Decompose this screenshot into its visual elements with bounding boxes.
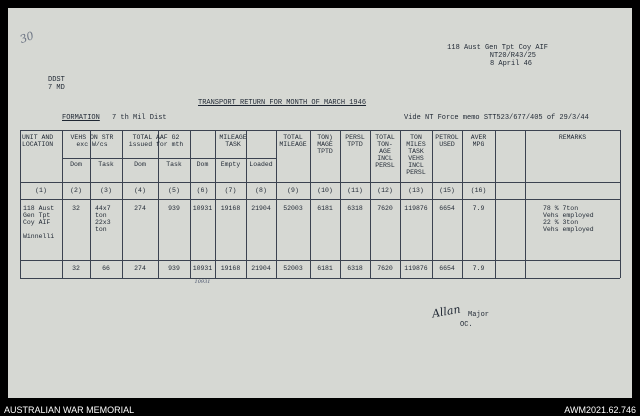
table-totals-rule (20, 260, 620, 261)
signatory-rank: Major (468, 311, 490, 319)
column-number: (8) (255, 187, 267, 194)
archive-credit: AUSTRALIAN WAR MEMORIAL (4, 405, 135, 415)
vehs-subheader-rule (62, 158, 122, 159)
header-aaf-task: Task (166, 161, 182, 168)
column-number: (10) (317, 187, 333, 194)
header-mileage-loaded: Loaded (249, 161, 273, 168)
document-title: TRANSPORT RETURN FOR MONTH OF MARCH 1946 (198, 99, 367, 107)
header-vehs-dom: Dom (70, 161, 82, 168)
header-aaf-total: TOTAL AAF G2 (132, 134, 180, 141)
table-column-rule (20, 130, 21, 278)
column-number: (15) (439, 187, 455, 194)
reference-note: Vide NT Force memo STT523/677/405 of 29/3/44 (404, 114, 589, 122)
row-vehs-task: ton (95, 212, 107, 219)
row-mileage-empty: 19168 (220, 205, 241, 212)
row-vehs-task: ton (95, 226, 107, 233)
row-vehs-dom: 32 (72, 205, 80, 212)
total-persl-tptd: 6318 (347, 265, 363, 272)
table-bottom-rule (20, 278, 620, 279)
unit-location-cell: Winnelli (23, 233, 55, 240)
row-aaf-task: 939 (168, 205, 180, 212)
header-ton-miles: PERSL (406, 169, 426, 176)
transport-return-table (8, 8, 632, 398)
address-line-1: DDST (48, 76, 65, 84)
unit-header-line-3: 8 April 46 (489, 60, 532, 68)
total-ton-miles: 119876 (404, 265, 428, 272)
table-column-rule (62, 130, 63, 278)
row-total-tonnage: 7620 (377, 205, 393, 212)
row-petrol-used: 6654 (439, 205, 455, 212)
signatory-title: OC. (460, 321, 473, 329)
table-column-rule (190, 130, 191, 278)
header-vehs-exc: exc W/cs (76, 141, 108, 148)
table-column-rule (495, 130, 496, 278)
row-vehs-task: 22x3 (95, 219, 111, 226)
aaf-subheader-rule (122, 158, 190, 159)
total-vehs-dom: 32 (72, 265, 80, 272)
column-number: (1) (35, 187, 47, 194)
header-petrol-used: PETROL (435, 134, 459, 141)
column-number: (2) (70, 187, 82, 194)
row-remarks: Vehs employed (543, 226, 594, 233)
table-column-rule (122, 130, 123, 278)
document-page (8, 8, 632, 398)
table-column-rule (90, 130, 91, 278)
header-persl-tptd: TPTD (347, 141, 363, 148)
header-mileage-empty: Empty (220, 161, 241, 168)
header-unit: UNIT AND (22, 134, 54, 141)
total-total-tonnage: 7620 (377, 265, 393, 272)
total-mileage-empty: 19168 (220, 265, 241, 272)
header-ton-mileage: MAGE (317, 141, 333, 148)
formation-label: FORMATION (62, 114, 100, 122)
table-column-rule (620, 130, 621, 278)
table-column-rule (246, 130, 247, 278)
header-total-tonnage: PERSL (375, 162, 395, 169)
column-number: (12) (377, 187, 393, 194)
total-petrol-used: 6654 (439, 265, 455, 272)
address-line-2: 7 MD (48, 84, 65, 92)
total-ton-mileage: 6181 (317, 265, 333, 272)
header-total-mileage: MILEAGE (279, 141, 307, 148)
header-vehs-task: Task (98, 161, 114, 168)
header-mileage: MILEAGE (219, 134, 247, 141)
total-aaf-dom: 274 (134, 265, 146, 272)
table-column-rule (432, 130, 433, 278)
row-mileage-dom: 10931 (192, 205, 213, 212)
header-total-tonnage: TON- (377, 141, 393, 148)
header-ton-miles: MILES (406, 141, 426, 148)
header-aver-mpg: AVER (470, 134, 487, 141)
header-aaf-dom: Dom (134, 161, 146, 168)
column-number: (9) (287, 187, 299, 194)
header-ton-mileage: TPTD (317, 148, 333, 155)
table-column-number-rule (20, 199, 620, 200)
formation-value: 7 th Mil Dist (112, 114, 167, 122)
corner-mark: 30 (18, 29, 36, 47)
column-number: (7) (224, 187, 237, 194)
archive-accession-number: AWM2021.62.746 (564, 405, 636, 415)
total-mileage-loaded: 21904 (251, 265, 271, 272)
mileage-subheader-rule (190, 158, 276, 159)
table-column-rule (276, 130, 277, 278)
header-petrol-used: USED (439, 141, 455, 148)
total-mileage-dom: 10931 (192, 265, 213, 272)
header-mileage-dom: Dom (196, 161, 209, 168)
total-total-mileage: 52003 (283, 265, 303, 272)
row-ton-mileage: 6181 (317, 205, 333, 212)
total-mileage-dom-correction: 10931 (194, 279, 211, 285)
row-aaf-dom: 274 (134, 205, 146, 212)
header-ton-miles: TASK (408, 148, 424, 155)
column-number: (4) (134, 187, 146, 194)
signature: Allan (431, 302, 462, 321)
header-vehs-on-str: VEHS ON STR (70, 134, 114, 141)
row-remarks: Vehs employed (543, 212, 594, 219)
total-aaf-task: 939 (168, 265, 180, 272)
unit-location-cell: 118 Aust (23, 205, 55, 212)
column-number: (13) (408, 187, 424, 194)
header-total-mileage: TOTAL (283, 134, 303, 141)
unit-location-cell: Coy AIF (23, 219, 51, 226)
row-vehs-task: 44x7 (95, 205, 111, 212)
table-column-rule (525, 130, 526, 278)
column-number: (6) (196, 187, 209, 194)
header-mileage-task: TASK (225, 141, 241, 148)
row-persl-tptd: 6318 (347, 205, 363, 212)
header-aaf-issued: issued for mth (128, 141, 184, 148)
row-aver-mpg: 7.9 (472, 205, 485, 212)
header-ton-miles: INCL (408, 162, 424, 169)
header-total-tonnage: AGE (379, 148, 391, 155)
row-ton-miles: 119876 (404, 205, 428, 212)
header-aver-mpg: MPG (472, 141, 485, 148)
table-column-rule (158, 130, 159, 278)
column-number: (11) (347, 187, 363, 194)
unit-header-line-1: 118 Aust Gen Tpt Coy AIF (447, 44, 548, 52)
total-vehs-task: 66 (102, 265, 110, 272)
row-remarks: 78 % 7ton (543, 205, 579, 212)
table-column-rule (340, 130, 341, 278)
table-column-rule (215, 130, 216, 278)
header-location: LOCATION (22, 141, 54, 148)
column-number: (16) (470, 187, 487, 194)
header-remarks: REMARKS (558, 134, 587, 141)
unit-header-line-2: NT20/R43/25 (489, 52, 536, 60)
row-mileage-loaded: 21904 (251, 205, 271, 212)
table-column-rule (462, 130, 463, 278)
column-number: (5) (168, 187, 180, 194)
header-total-tonnage: TOTAL (375, 134, 395, 141)
row-remarks: 22 % 3ton (543, 219, 579, 226)
header-persl-tptd: PERSL (345, 134, 365, 141)
header-ton-miles: VEHS (408, 155, 424, 162)
header-ton-miles: TON (410, 134, 422, 141)
header-ton-mileage: TON) (317, 134, 333, 141)
unit-location-cell: Gen Tpt (23, 212, 51, 219)
total-aver-mpg: 7.9 (472, 265, 485, 272)
table-top-rule (20, 130, 620, 131)
header-total-tonnage: INCL (377, 155, 393, 162)
table-header-rule (20, 182, 620, 183)
row-total-mileage: 52003 (283, 205, 303, 212)
column-number: (3) (100, 187, 112, 194)
